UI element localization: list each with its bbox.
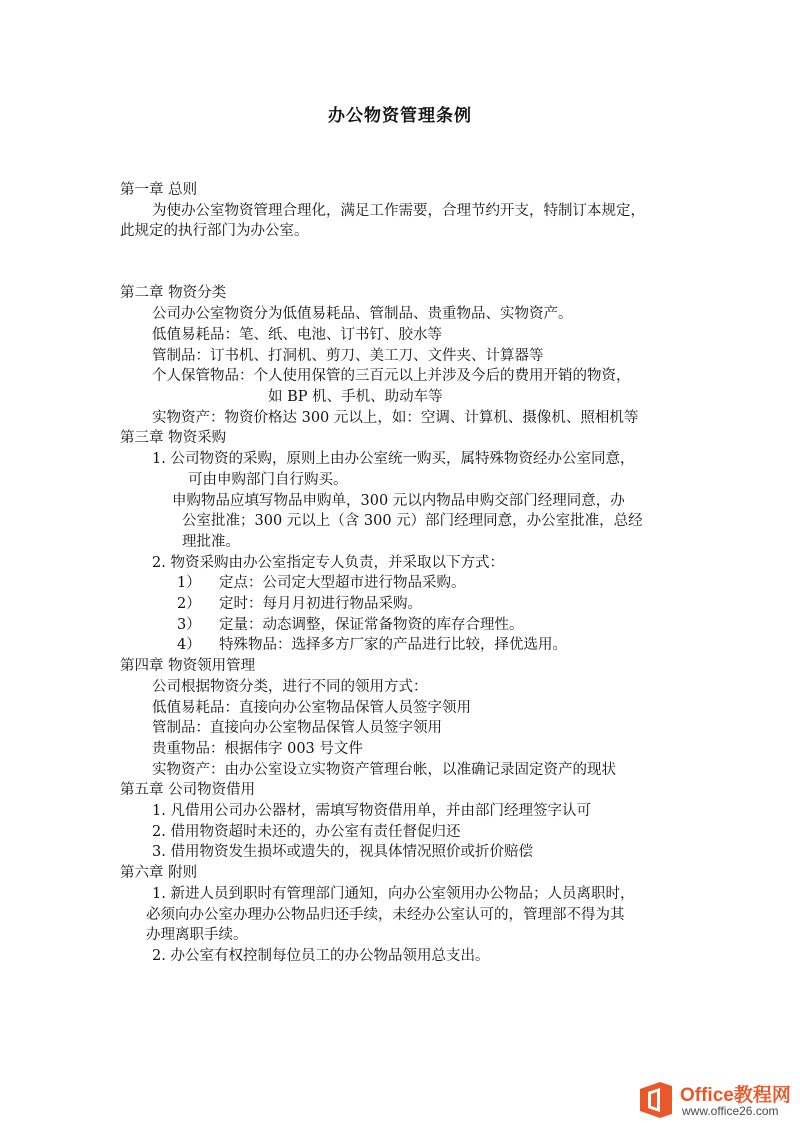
chapter-heading: 第二章 物资分类	[120, 285, 227, 302]
chapter-heading: 第一章 总则	[120, 182, 198, 198]
list-item: 2. 借用物资超时未还的，办公室有责任督促归还	[152, 823, 461, 840]
watermark-url: www.office26.com	[682, 1104, 779, 1118]
list-item: 1. 新进人员到职时有管理部门通知，向办公室领用办公物品；人员离职时，	[152, 885, 635, 902]
method-number: 3）	[177, 616, 201, 633]
watermark-logo	[636, 1078, 796, 1126]
method-text: 定量：动态调整，保证常备物资的库存合理性。	[219, 616, 524, 633]
paragraph-line: 管制品：直接向办公室物品保管人员签字领用	[152, 720, 442, 737]
method-item	[120, 615, 685, 636]
method-text: 特殊物品：选择多方厂家的产品进行比较，择优选用。	[219, 637, 567, 654]
chapter-heading: 第四章 物资领用管理	[120, 658, 256, 675]
document-body	[120, 180, 685, 967]
paragraph-line: 低值易耗品：笔、纸、电池、订书钉、胶水等	[152, 326, 442, 343]
paragraph-line: 贵重物品：根据伟字 003 号文件	[152, 740, 363, 757]
method-number: 2）	[177, 596, 201, 613]
list-item: 1. 凡借用公司办公器材，需填写物资借用单，并由部门经理签字认可	[152, 803, 591, 820]
note-line: 公室批准；300 元以上（含 300 元）部门经理同意，办公室批准，总经	[182, 513, 643, 530]
paragraph-line: 管制品：订书机、打洞机、剪刀、美工刀、文件夹、计算器等	[152, 347, 544, 364]
paragraph-line: 如 BP 机、手机、助动车等	[268, 389, 443, 405]
spacer	[120, 242, 685, 263]
list-item-continuation: 办理离职手续。	[146, 927, 248, 944]
paragraph-line: 此规定的执行部门为办公室。	[120, 223, 309, 240]
method-text: 定点：公司定大型超市进行物品采购。	[219, 575, 466, 592]
note-line: 申购物品应填写物品申购单，300 元以内物品申购交部门经理同意，办	[172, 492, 625, 509]
list-item: 2. 办公室有权控制每位员工的办公物品领用总支出。	[152, 947, 490, 964]
method-text: 定时：每月月初进行物品采购。	[219, 596, 422, 613]
chapter-heading: 第三章 物资采购	[120, 430, 227, 447]
paragraph-line: 公司根据物资分类，进行不同的领用方式：	[152, 678, 428, 695]
note-line: 理批准。	[182, 533, 240, 550]
document-title: 办公物资管理条例	[328, 106, 472, 126]
office-logo-icon	[636, 1080, 676, 1120]
method-number: 1）	[177, 575, 201, 592]
list-item: 2. 物资采购由办公室指定专人负责，并采取以下方式：	[152, 554, 504, 571]
chapter-heading: 第六章 附则	[120, 865, 198, 882]
method-item	[120, 594, 685, 615]
list-item: 3. 借用物资发生损坏或遗失的，视具体情况照价或折价赔偿	[152, 844, 533, 861]
paragraph-line: 个人保管物品：个人使用保管的三百元以上并涉及今后的费用开销的物资，	[152, 368, 631, 385]
method-item	[120, 573, 685, 594]
paragraph-line: 实物资产：物资价格达 300 元以上，如：空调、计算机、摄像机、照相机等	[152, 409, 639, 426]
method-item	[120, 635, 685, 656]
paragraph-line: 实物资产：由办公室设立实物资产管理台帐，以准确记录固定资产的现状	[152, 761, 616, 778]
list-item-continuation: 可由申购部门自行购买。	[188, 471, 348, 488]
method-number: 4）	[177, 637, 201, 654]
paragraph-line: 为使办公室物资管理合理化，满足工作需要，合理节约开支，特制订本规定，	[152, 202, 645, 219]
watermark-name: Office教程网	[680, 1085, 791, 1106]
paragraph-line: 公司办公室物资分为低值易耗品、管制品、贵重物品、实物资产。	[152, 306, 573, 323]
chapter-heading: 第五章 公司物资借用	[120, 782, 256, 799]
list-item-continuation: 必须向办公室办理办公物品归还手续，未经办公室认可的，管理部不得为其	[146, 906, 625, 923]
paragraph-line: 低值易耗品：直接向办公室物品保管人员签字领用	[152, 699, 471, 716]
spacer	[120, 263, 685, 284]
list-item: 1. 公司物资的采购，原则上由办公室统一购买，属特殊物资经办公室同意，	[152, 451, 635, 468]
